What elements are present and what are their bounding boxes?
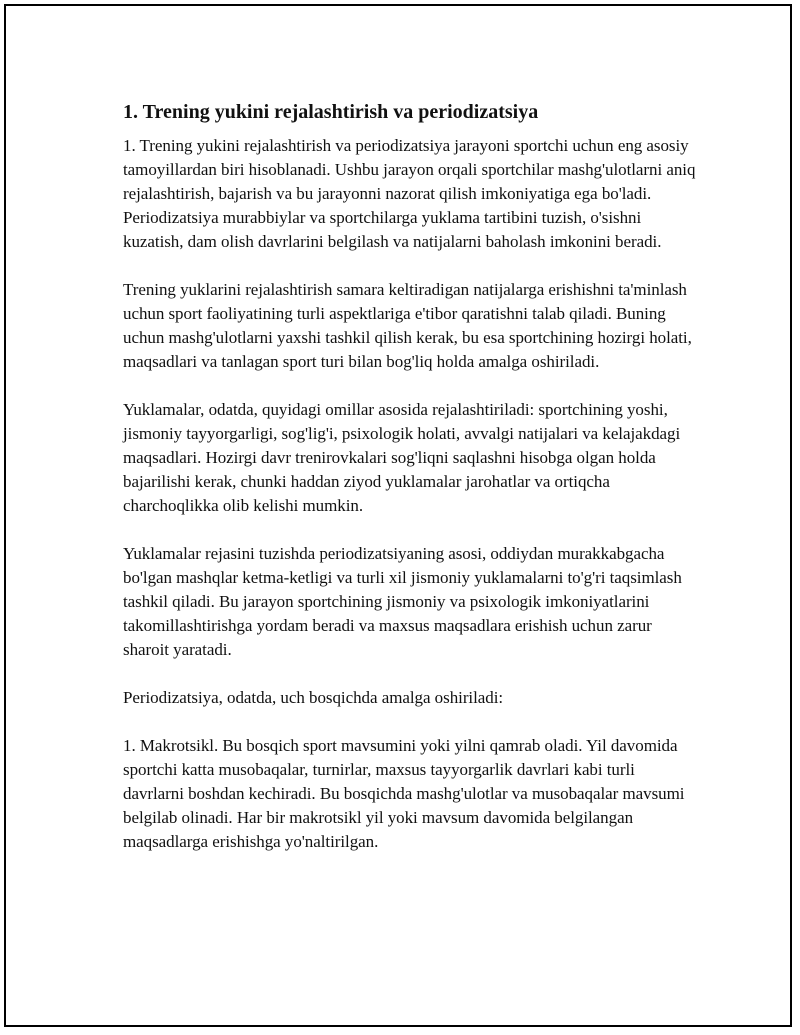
document-page — [4, 4, 792, 1027]
document-body — [123, 100, 698, 878]
paragraph-stages-intro: Periodizatsiya, odatda, uch bosqichda amalga oshiriladi: — [123, 688, 504, 707]
paragraph-intro: 1. Trening yukini rejalashtirish va periodizatsiya jarayoni sportchi uchun eng asosiy tamoyillardan biri hisoblanadi. Ushbu jarayon orqali sportchilar mashg'ulotlarni aniq rejalashtirish, bajarish va bu jarayonni nazorat qilish imkoniyatiga ega bo'ladi. Periodizatsiya murabbiylar va sportchilarga yuklama tartibini tuzish, o'sishni kuzatish, dam olish davrlarini belgilash va natijalarni baholash imkonini beradi. — [123, 136, 696, 251]
section-title: 1. Trening yukini rejalashtirish va periodizatsiya — [123, 101, 539, 123]
paragraph-basis: Yuklamalar rejasini tuzishda periodizatsiyaning asosi, oddiydan murakkabgacha bo'lgan mashqlar ketma-ketligi va turli xil jismoniy yuklamalarni to'g'ri taqsimlash tashkil qiladi. Bu jarayon sportchining jismoniy va psixologik imkoniyatlarini takomillashtirishga yordam beradi va maxsus maqsadlara erishish uchun zarur sharoit yaratadi. — [123, 544, 682, 659]
paragraph-factors: Yuklamalar, odatda, quyidagi omillar asosida rejalashtiriladi: sportchining yoshi, jismoniy tayyorgarligi, sog'lig'i, psixologik holati, avvalgi natijalari va kelajakdagi maqsadlari. Hozirgi davr trenirovkalari sog'liqni saqlashni hisobga olgan holda bajarilishi kerak, chunki haddan ziyod yuklamalar jarohatlar va ortiqcha charchoqlikka olib kelishi mumkin. — [123, 400, 681, 515]
paragraph-macrocycle: 1. Makrotsikl. Bu bosqich sport mavsumini yoki yilni qamrab oladi. Yil davomida sportchi katta musobaqalar, turnirlar, maxsus tayyorgarlik davrlari kabi turli davrlarni boshdan kechiradi. Bu bosqichda mashg'ulotlar va musobaqalar mavsumi belgilab olinadi. Har bir makrotsikl yil yoki mavsum davomida belgilangan maqsadlarga erishishga yo'naltirilgan. — [123, 736, 685, 851]
paragraph-planning: Trening yuklarini rejalashtirish samara keltiradigan natijalarga erishishni ta'minlash uchun sport faoliyatining turli aspektlariga e'tibor qaratishni talab qiladi. Buning uchun mashg'ulotlarni yaxshi tashkil qilish kerak, bu esa sportchining hozirgi holati, maqsadlari va tanlagan sport turi bilan bog'liq holda amalga oshiriladi. — [123, 280, 692, 371]
